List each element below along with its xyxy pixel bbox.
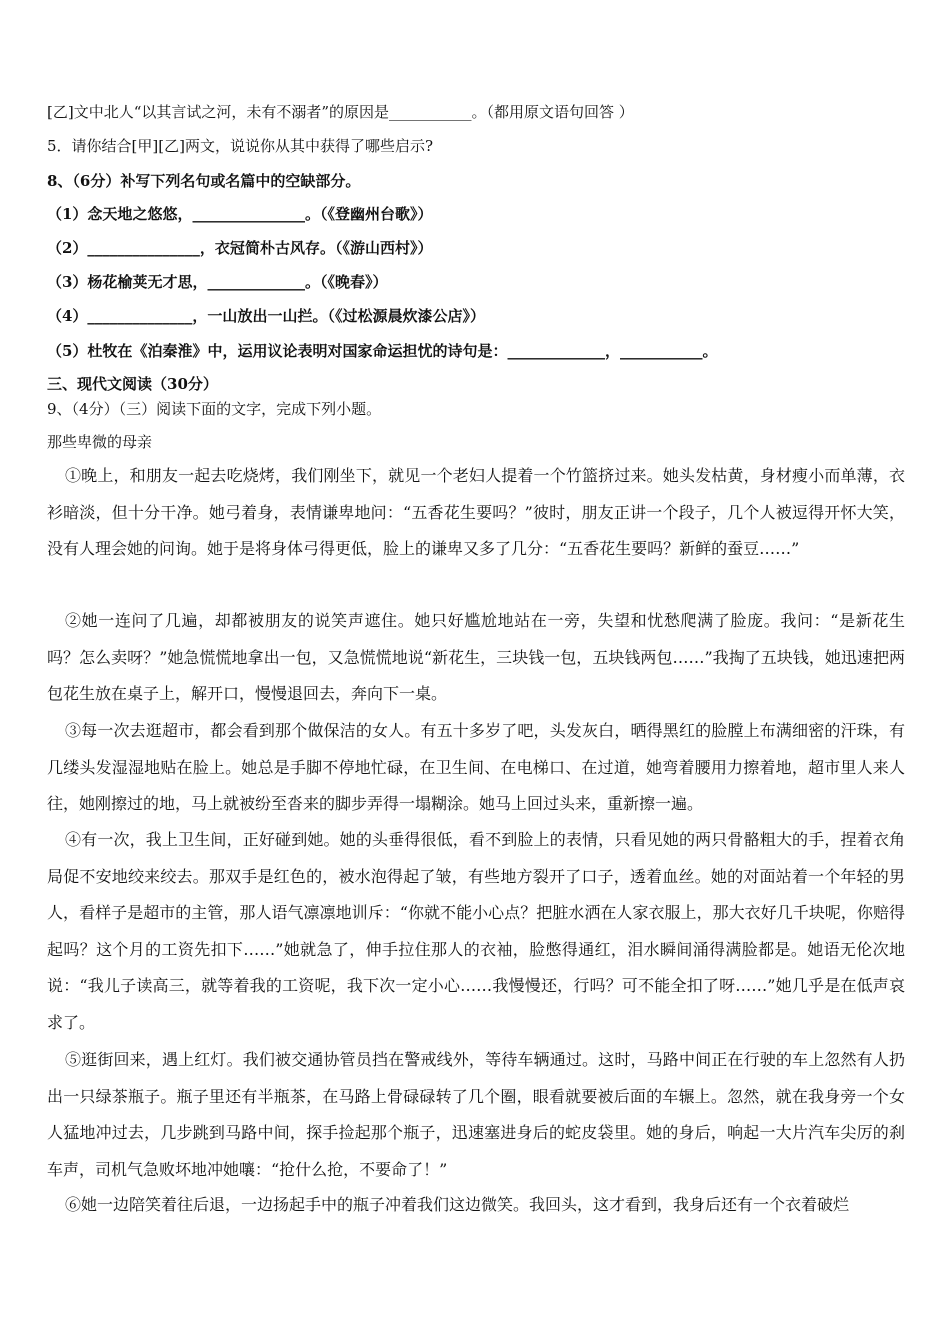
question-8-item-1: （1）念天地之悠悠，_______________。（《登幽州台歌》） [47,205,433,223]
section-3-heading: 三、现代文阅读（30分） [47,375,218,393]
question-8-item-5: （5）杜牧在《泊秦淮》中，运用议论表明对国家命运担忧的诗句是：_____________，___________。 [47,342,718,360]
question-8-item-2: （2）_______________，衣冠简朴古风存。（《游山西村》） [47,239,433,257]
question-8-item-3: （3）杨花榆荚无才思，_____________。（《晚春》） [47,273,388,291]
question-8-item-4: （4）______________，一山放出一山拦。（《过松源晨炊漆公店》） [47,307,485,325]
question-9: 9、（4分）（三）阅读下面的文字，完成下列小题。 [47,400,382,418]
question-8-title: 8、（6分）补写下列名句或名篇中的空缺部分。 [47,172,361,190]
article-paragraph-1: ①晚上，和朋友一起去吃烧烤，我们刚坐下，就见一个老妇人提着一个竹篮挤过来。她头发枯黄，身材瘦小而单薄，衣衫暗淡，但十分干净。她弓着身，表情谦卑地问：“五香花生要吗？”彼时，朋友正讲一个段子，几个人被逗得开怀大笑，没有人理会她的问询。她于是将身体弓得更低，脸上的谦卑又多了几分：“五香花生要吗？新鲜的蚕豆……” [47,466,905,558]
question-4-tail: [乙]文中北人“以其言试之河，未有不溺者”的原因是___________。（都用原文语句回答 ） [47,103,634,121]
article-paragraph-3: ③每一次去逛超市，都会看到那个做保洁的女人。有五十多岁了吧，头发灰白，晒得黑红的脸膛上布满细密的汗珠，有几缕头发湿湿地贴在脸上。她总是手脚不停地忙碌，在卫生间、在电梯口、在过道，她弯着腰用力擦着地，超市里人来人往，她刚擦过的地，马上就被纷至沓来的脚步弄得一塌糊涂。她马上回过头来，重新擦一遍。 [47,721,905,813]
article-paragraph-4: ④有一次，我上卫生间，正好碰到她。她的头垂得很低，看不到脸上的表情，只看见她的两只骨骼粗大的手，捏着衣角局促不安地绞来绞去。那双手是红色的，被水泡得起了皱，有些地方裂开了口子，透着血丝。她的对面站着一个年轻的男人，看样子是超市的主管，那人语气凛凛地训斥：“你就不能小心点？把脏水洒在人家衣服上，那大衣好几千块呢，你赔得起吗？这个月的工资先扣下……”她就急了，伸手拉住那人的衣袖，脸憋得通红，泪水瞬间涌得满脸都是。她语无伦次地说：“我儿子读高三，就等着我的工资呢，我下次一定小心……我慢慢还，行吗？可不能全扣了呀……”她几乎是在低声哀求了。 [47,830,905,1032]
article-title: 那些卑微的母亲 [47,433,153,451]
article-paragraph-5: ⑤逛街回来，遇上红灯。我们被交通协管员挡在警戒线外，等待车辆通过。这时，马路中间正在行驶的车上忽然有人扔出一只绿茶瓶子。瓶子里还有半瓶茶，在马路上骨碌碌转了几个圈，眼看就要被后面的车辗上。忽然，就在我身旁一个女人猛地冲过去，几步跳到马路中间，探手捡起那个瓶子，迅速塞进身后的蛇皮袋里。她的身后，响起一大片汽车尖厉的刹车声，司机气急败坏地冲她嚷：“抢什么抢，不要命了！” [47,1050,905,1179]
question-5: 5．请你结合[甲][乙]两文，说说你从其中获得了哪些启示? [47,137,433,155]
article-paragraph-2: ②她一连问了几遍，却都被朋友的说笑声遮住。她只好尴尬地站在一旁，失望和忧愁爬满了脸庞。我问：“是新花生吗？怎么卖呀？”她急慌慌地拿出一包，又急慌慌地说“新花生，三块钱一包，五块钱两包……”我掏了五块钱，她迅速把两包花生放在桌子上，解开口，慢慢退回去，奔向下一桌。 [47,611,905,703]
article-paragraph-6: ⑥她一边陪笑着往后退，一边扬起手中的瓶子冲着我们这边微笑。我回头，这才看到，我身后还有一个衣着破烂 [65,1195,850,1214]
